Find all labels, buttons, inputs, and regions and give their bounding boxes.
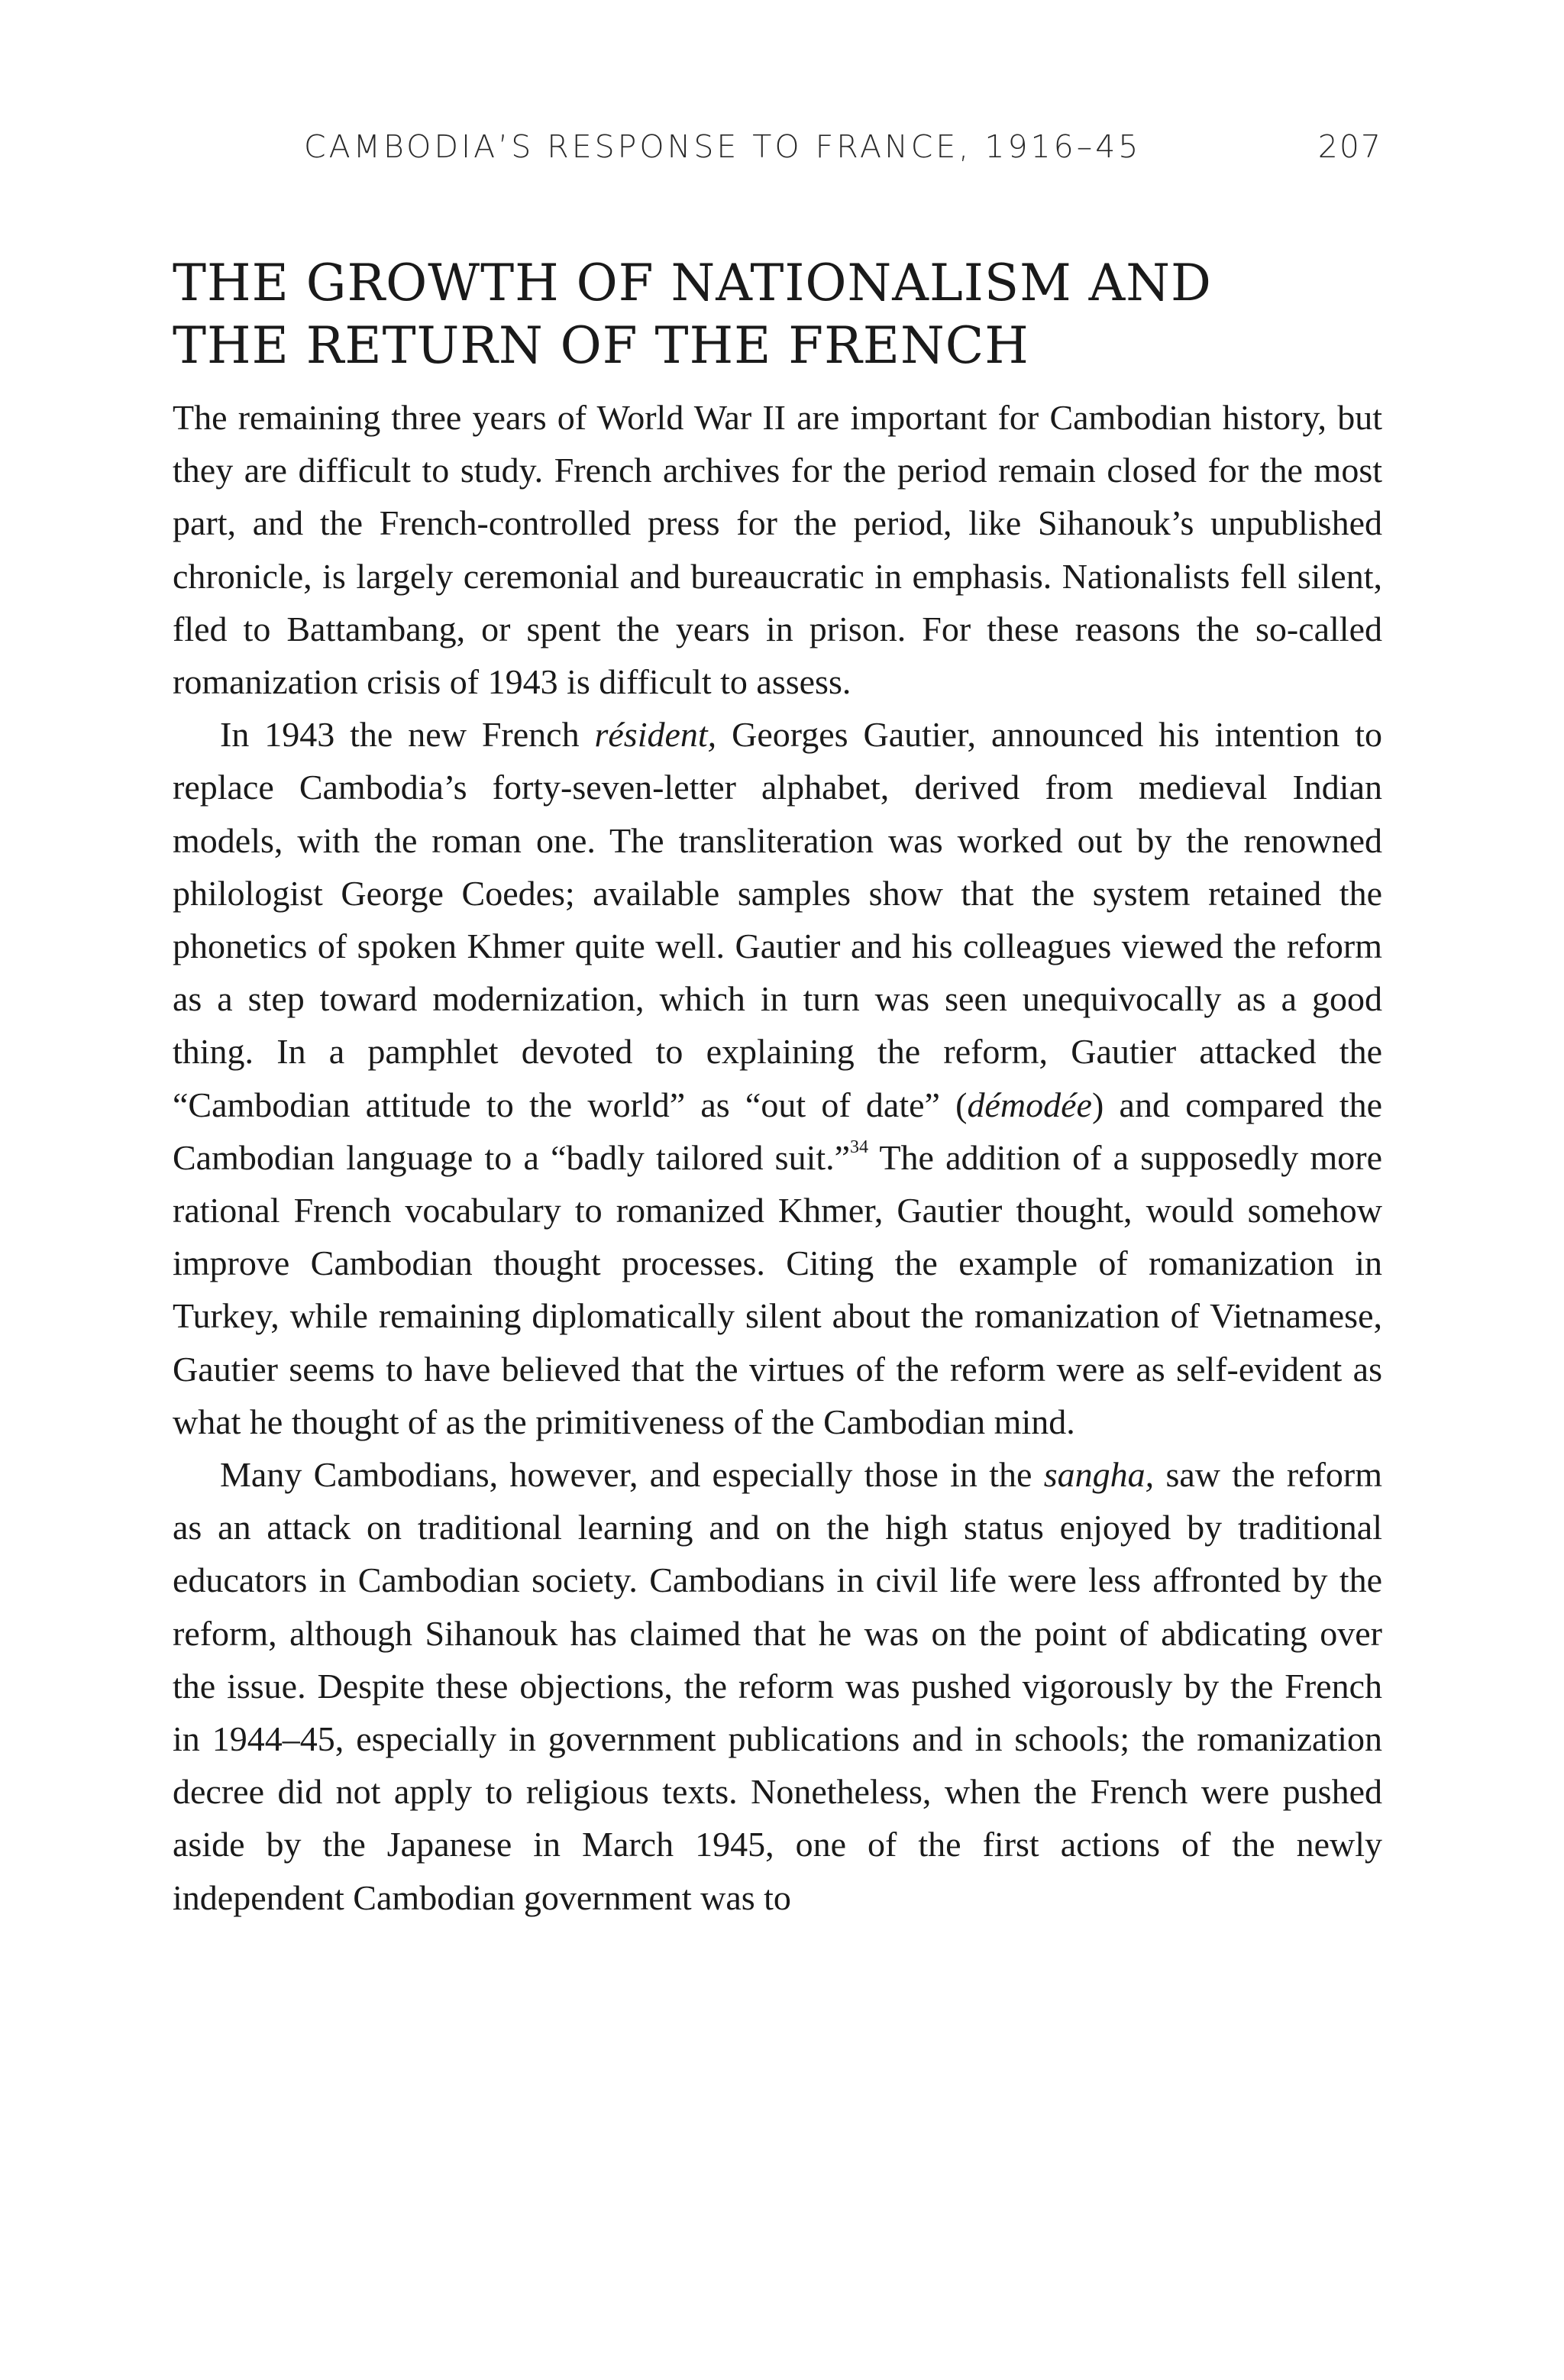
paragraph-2-italic-demodee: démodée <box>967 1085 1092 1124</box>
paragraph-2-text-d: The addition of a supposedly more rational French vocabulary to romanized Khmer, Gautier thought, would somehow improve Cambodian thought processes. Citing the example of romanization in Turkey, while remaining diplomatically silent about the romanization of Vietnamese, Gautier seems to have believed that the virtues of the reform were as self-evident as what he thought of as the primitiveness of the Cambodian mind. <box>173 1137 1382 1441</box>
section-heading-line-1: THE GROWTH OF NATIONALISM AND <box>173 254 1212 312</box>
paragraph-2-text-b: Georges Gautier, announced his intention to replace Cambodia’s forty-seven-letter alphabet, derived from medieval Indian models, with the roman one. The transliteration was worked out by the renowned philologist George Coedes; available samples show that the system retained the phonetics of spoken Khmer quite well. Gautier and his colleagues viewed the reform as a step toward modernization, which in turn was seen unequivocally as a good thing. In a pamphlet devoted to explaining the reform, Gautier attacked the “Cambodian attitude to the world” as “out of date” ( <box>173 715 1382 1124</box>
page-number: 207 <box>1317 128 1382 165</box>
paragraph-2-text-a: In 1943 the new French <box>220 715 595 755</box>
section-heading-line-2: THE RETURN OF THE FRENCH <box>173 316 1029 375</box>
running-title: CAMBODIA’S RESPONSE TO FRANCE, 1916–45 <box>304 128 1142 165</box>
paragraph-3-text-b: saw the reform as an attack on traditional learning and on the high status enjoyed by traditional educators in Cambodian society. Cambodians in civil life were less affronted by the reform, although Sihanouk has claimed that he was on the point of abdicating over the issue. Despite these objections, the reform was pushed vigorously by the French in 1944–45, especially in government publications and in schools; the romanization decree did not apply to religious texts. Nonetheless, when the French were pushed aside by the Japanese in March 1945, one of the first actions of the newly independent Cambodian government was to <box>173 1455 1383 1917</box>
paragraph-3-text-a: Many Cambodians, however, and especially those in the <box>220 1455 1044 1495</box>
paragraph-3 <box>173 1448 1382 1924</box>
body-text <box>173 391 1382 1924</box>
paragraph-3-italic-sangha: sangha, <box>1043 1455 1155 1495</box>
paragraph-1-text: The remaining three years of World War II are important for Cambodian history, but they are difficult to study. French archives for the period remain closed for the most part, and the French-controlled press for the period, like Sihanouk’s unpublished chronicle, is largely ceremonial and bureaucratic in emphasis. Nationalists fell silent, fled to Battambang, or spent the years in prison. For these reasons the so-called romanization crisis of 1943 is difficult to assess. <box>173 398 1382 702</box>
paragraph-2 <box>173 708 1382 1448</box>
footnote-marker: 34 <box>850 1137 869 1157</box>
section-heading <box>173 252 1382 377</box>
paragraph-1 <box>173 391 1382 708</box>
paragraph-2-italic-resident: résident, <box>594 715 717 755</box>
paragraph-2-text-c: ) and compared the Cambodian language to a “badly tailored suit.” <box>173 1085 1382 1177</box>
running-head <box>173 128 1382 174</box>
